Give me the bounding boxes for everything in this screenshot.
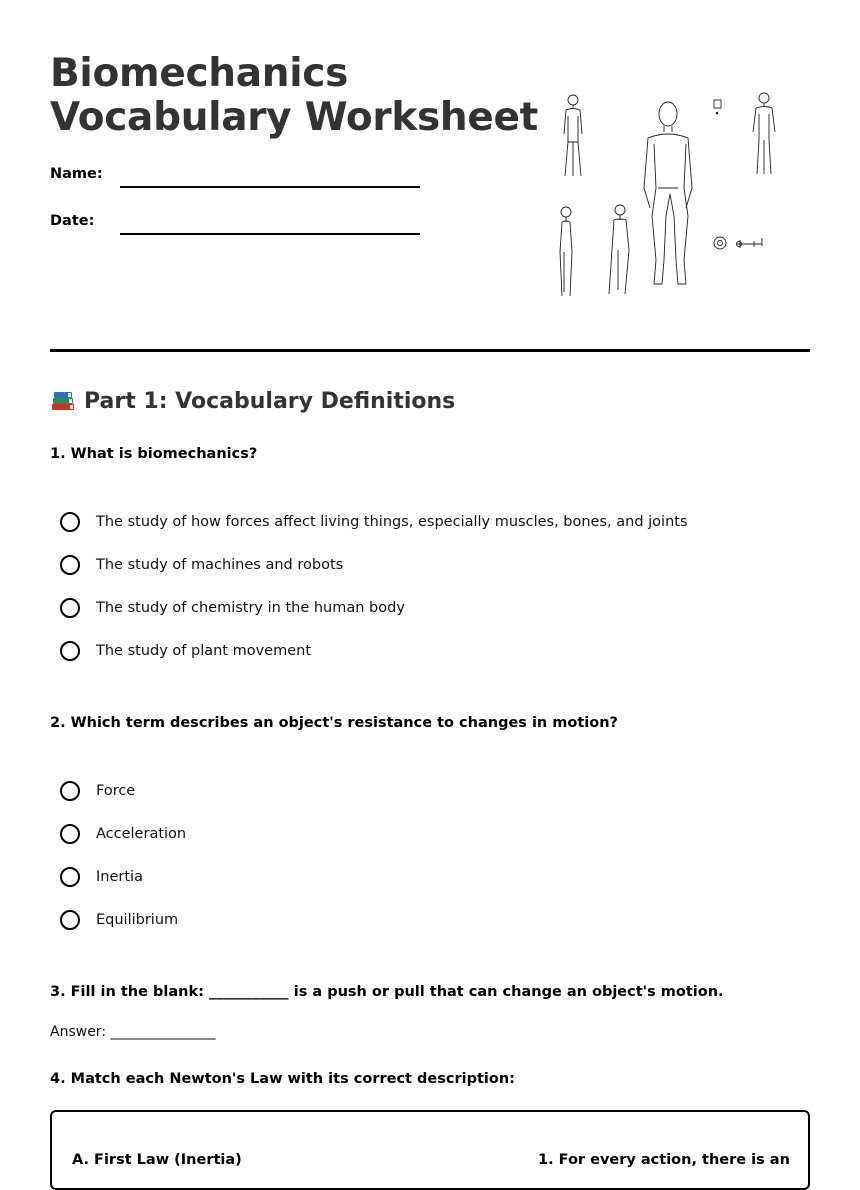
title-line-2: Vocabulary Worksheet (50, 95, 538, 140)
worksheet-title (50, 52, 538, 140)
radio-button[interactable] (60, 867, 80, 887)
answer-blank[interactable]: Answer: _______________ (50, 1024, 216, 1040)
figure-three-quarter-icon (609, 205, 629, 294)
q1-option-2[interactable] (60, 552, 343, 578)
human-figures-illustration (548, 88, 784, 298)
question-1: 1. What is biomechanics? (50, 446, 258, 462)
radio-button[interactable] (60, 598, 80, 618)
figure-side-icon (560, 207, 572, 296)
radio-button[interactable] (60, 512, 80, 532)
match-right-item: 1. For every action, there is an (538, 1152, 790, 1168)
radio-button[interactable] (60, 781, 80, 801)
matching-box (50, 1110, 810, 1190)
figure-front-large-icon (644, 102, 692, 284)
radio-button[interactable] (60, 910, 80, 930)
q2-option-4[interactable] (60, 907, 178, 933)
option-label: Equilibrium (96, 912, 179, 928)
radio-button[interactable] (60, 824, 80, 844)
question-3: 3. Fill in the blank: ___________ is a push or pull that can change an object's motion. (50, 984, 724, 1000)
name-line[interactable] (120, 186, 420, 188)
date-line[interactable] (120, 233, 420, 235)
radio-button[interactable] (60, 641, 80, 661)
q2-option-2[interactable] (60, 821, 186, 847)
question-2: 2. Which term describes an object's resistance to changes in motion? (50, 715, 618, 731)
books-icon (50, 388, 76, 414)
q2-option-3[interactable] (60, 864, 143, 890)
q1-option-1[interactable] (60, 509, 688, 535)
title-line-1: Biomechanics (50, 51, 349, 96)
q1-option-3[interactable] (60, 595, 405, 621)
option-label: Inertia (96, 869, 143, 885)
part1-title: Part 1: Vocabulary Definitions (84, 388, 456, 414)
radio-button[interactable] (60, 555, 80, 575)
name-field[interactable] (50, 166, 430, 196)
option-label: Acceleration (96, 826, 187, 842)
name-label: Name: (50, 166, 103, 182)
figure-back-small-icon (753, 93, 775, 174)
question-4: 4. Match each Newton's Law with its correct description: (50, 1071, 515, 1087)
q1-option-4[interactable] (60, 638, 311, 664)
option-label: The study of chemistry in the human body (96, 600, 405, 616)
q2-option-1[interactable] (60, 778, 135, 804)
section-divider (50, 349, 810, 352)
date-label: Date: (50, 213, 95, 229)
option-label: The study of how forces affect living things, especially muscles, bones, and joints (96, 514, 688, 530)
option-label: The study of plant movement (96, 643, 312, 659)
date-field[interactable] (50, 213, 430, 243)
match-left-item: A. First Law (Inertia) (72, 1152, 242, 1168)
figure-front-small-icon (564, 95, 582, 176)
part1-heading (50, 388, 455, 414)
option-label: The study of machines and robots (96, 557, 344, 573)
option-label: Force (96, 783, 136, 799)
